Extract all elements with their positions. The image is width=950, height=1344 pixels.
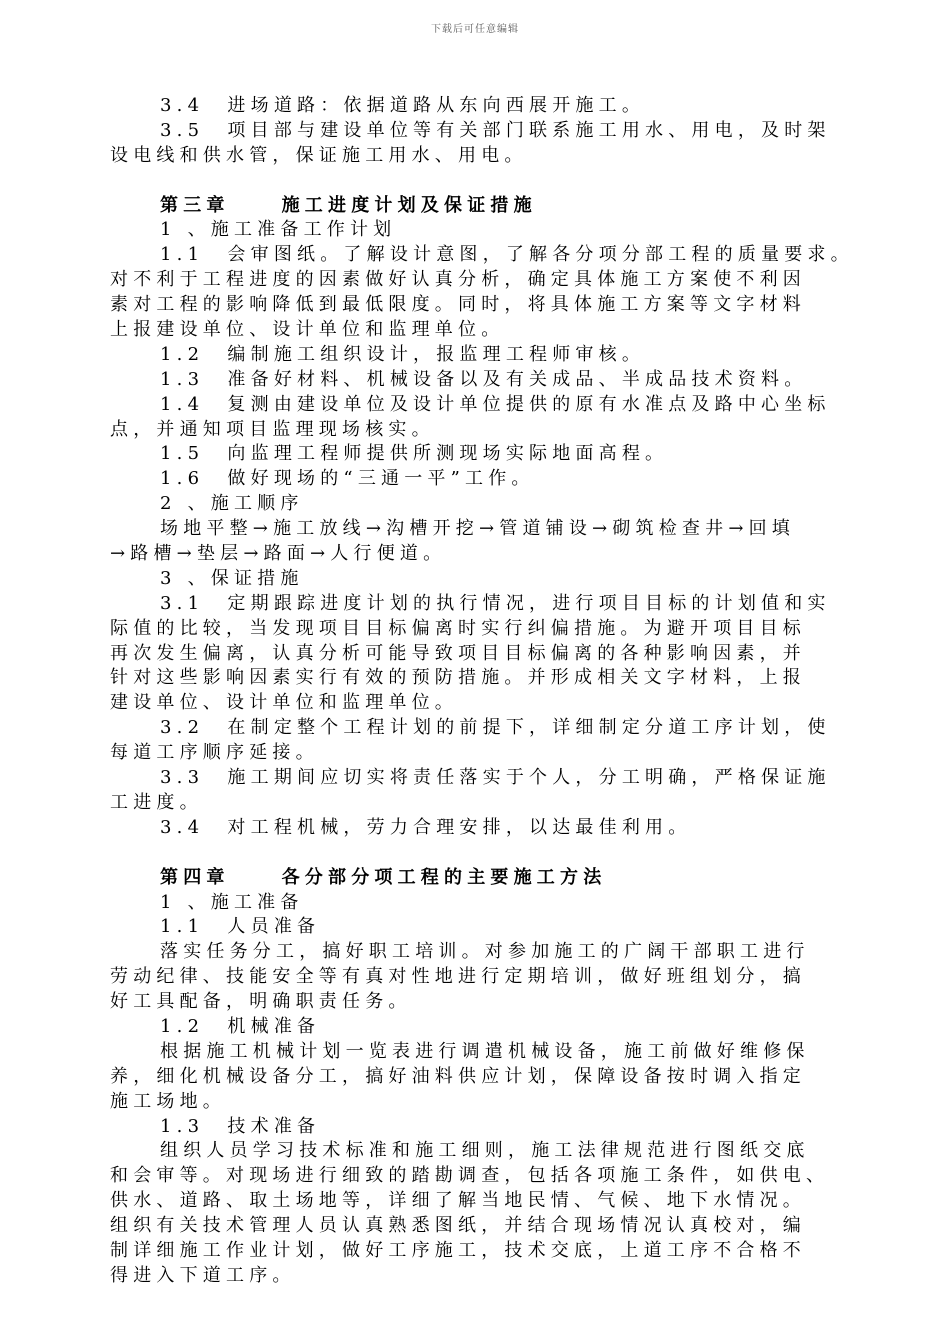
text-line: 1.3 准备好材料、机械设备以及有关成品、半成品技术资料。 xyxy=(160,368,808,390)
blank-line xyxy=(110,169,870,194)
text-line: 1.4 复测由建设单位及设计单位提供的原有水准点及路中心坐标 xyxy=(160,393,831,415)
text-line: 组织有关技术管理人员认真熟悉图纸，并结合现场情况认真校对，编 xyxy=(110,1215,806,1237)
text-line: 3.2 在制定整个工程计划的前提下，详细制定分道工序计划，使 xyxy=(160,717,831,739)
text-line: 1 、施工准备工作计划 xyxy=(160,219,397,241)
text-line: 上报建设单位、设计单位和监理单位。 xyxy=(110,319,505,341)
text-line: 制详细施工作业计划，做好工序施工，技术交底，上道工序不合格不 xyxy=(110,1239,806,1261)
text-line: 设电线和供水管，保证施工用水、用电。 xyxy=(110,144,528,166)
text-line: 2 、施工顺序 xyxy=(160,493,304,515)
chapter-title: 施工进度计划及保证措施 xyxy=(281,194,537,216)
text-line: →路槽→垫层→路面→人行便道。 xyxy=(110,543,447,565)
text-line: 得进入下道工序。 xyxy=(110,1264,296,1286)
text-line: 点，并通知项目监理现场核实。 xyxy=(110,418,435,440)
text-line: 3.3 施工期间应切实将责任落实于个人，分工明确，严格保证施 xyxy=(160,767,831,789)
text-line: 根据施工机械计划一览表进行调遣机械设备，施工前做好维修保 xyxy=(160,1040,810,1062)
text-line: 1.3 技术准备 xyxy=(160,1115,321,1137)
text-line: 场地平整→施工放线→沟槽开挖→管道铺设→砌筑检查井→回填 xyxy=(160,518,796,540)
text-line: 1.1 人员准备 xyxy=(160,916,321,938)
text-line: 素对工程的影响降低到最低限度。同时，将具体施工方案等文字材料 xyxy=(110,294,806,316)
chapter-heading xyxy=(110,866,870,891)
text-line: 对不利于工程进度的因素做好认真分析，确定具体施工方案使不利因 xyxy=(110,269,806,291)
text-line: 1.5 向监理工程师提供所测现场实际地面高程。 xyxy=(160,443,669,465)
text-line: 3.4 对工程机械，劳力合理安排，以达最佳利用。 xyxy=(160,816,692,838)
text-line: 建设单位、设计单位和监理单位。 xyxy=(110,692,458,714)
text-line: 养，细化机械设备分工，搞好油料供应计划，保障设备按时调入指定 xyxy=(110,1065,806,1087)
text-line: 1.2 编制施工组织设计，报监理工程师审核。 xyxy=(160,343,646,365)
text-line: 好工具配备，明确职责任务。 xyxy=(110,991,412,1013)
blank-line xyxy=(110,841,870,866)
text-line: 针对这些影响因素实行有效的预防措施。并形成相关文字材料，上报 xyxy=(110,667,806,689)
document-body xyxy=(110,94,870,1289)
text-line: 和会审等。对现场进行细致的踏勘调查，包括各项施工条件，如供电、 xyxy=(110,1165,830,1187)
text-line: 每道工序顺序延接。 xyxy=(110,742,319,764)
text-line: 3.5 项目部与建设单位等有关部门联系施工用水、用电，及时架 xyxy=(160,119,831,141)
text-line: 3 、保证措施 xyxy=(160,567,304,589)
text-line: 际值的比较，当发现项目目标偏离时实行纠偏措施。为避开项目目标 xyxy=(110,617,806,639)
text-line: 1.1 会审图纸。了解设计意图，了解各分项分部工程的质量要求。 xyxy=(160,244,854,266)
text-line: 工进度。 xyxy=(110,791,203,813)
text-line: 施工场地。 xyxy=(110,1090,226,1112)
chapter-number: 第三章 xyxy=(160,194,230,216)
text-line: 1.6 做好现场的“三通一平”工作。 xyxy=(160,468,535,490)
text-line: 劳动纪律、技能安全等有真对性地进行定期培训，做好班组划分，搞 xyxy=(110,966,806,988)
chapter-title: 各分部分项工程的主要施工方法 xyxy=(281,866,607,888)
chapter-heading xyxy=(110,194,870,219)
page-header-note: 下载后可任意编辑 xyxy=(431,24,519,35)
text-line: 3.1 定期跟踪进度计划的执行情况，进行项目目标的计划值和实 xyxy=(160,592,831,614)
text-line: 落实任务分工，搞好职工培训。对参加施工的广阔干部职工进行 xyxy=(160,941,810,963)
text-line: 组织人员学习技术标准和施工细则，施工法律规范进行图纸交底 xyxy=(160,1140,810,1162)
chapter-number: 第四章 xyxy=(160,866,230,888)
text-line: 1 、施工准备 xyxy=(160,891,304,913)
text-line: 再次发生偏离，认真分析可能导致项目目标偏离的各种影响因素，并 xyxy=(110,642,806,664)
text-line: 供水、道路、取土场地等，详细了解当地民情、气候、地下水情况。 xyxy=(110,1190,806,1212)
text-line: 1.2 机械准备 xyxy=(160,1015,321,1037)
text-line: 3.4 进场道路：依据道路从东向西展开施工。 xyxy=(160,95,646,116)
